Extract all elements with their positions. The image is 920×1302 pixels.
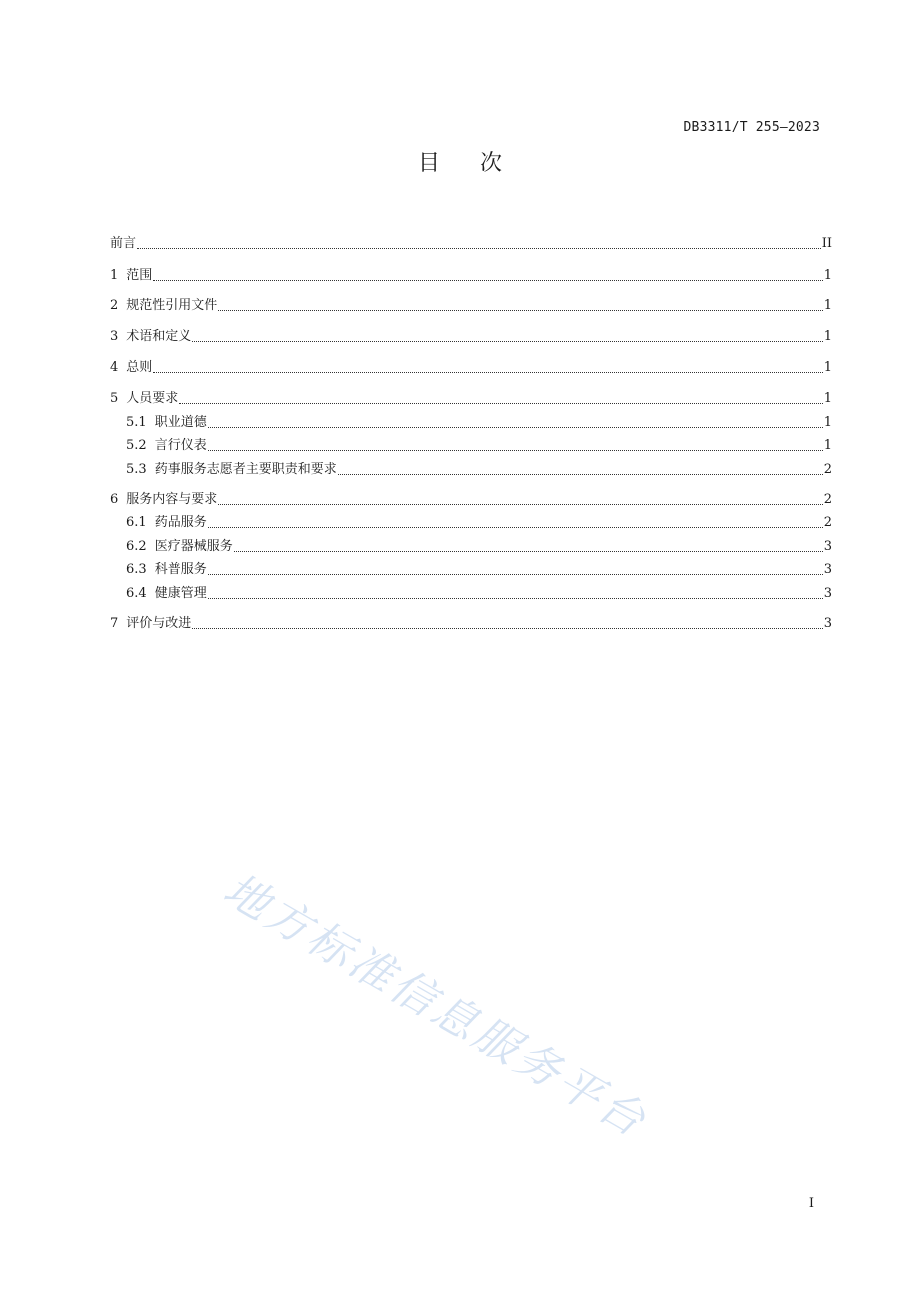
toc-number: 5 [110,391,119,406]
toc-entry-5-3[interactable] [110,461,832,479]
toc-entry-3[interactable] [110,328,832,346]
toc-page-number: 2 [823,492,832,507]
toc-entry-6-1[interactable] [110,514,832,532]
toc-entry-2[interactable] [110,297,832,315]
toc-page-number: II [821,236,832,251]
toc-leader [137,248,821,249]
toc-number: 6.2 [126,539,147,554]
toc-number: 2 [110,298,119,313]
toc-page-number: 2 [823,462,832,477]
toc-leader [208,427,823,428]
toc-number: 6.3 [126,562,147,577]
toc-leader [208,598,823,599]
toc-entry-foreword[interactable] [110,235,832,253]
watermark: 地方标准信息服务平台 [215,863,657,1148]
toc-leader [179,403,822,404]
toc-label: 术语和定义 [126,329,192,344]
toc-entry-6[interactable] [110,491,832,509]
toc-label: 前言 [110,236,137,251]
toc-number: 5.2 [126,438,147,453]
toc-entry-5-1[interactable] [110,414,832,432]
toc-label: 评价与改进 [126,616,192,631]
toc-page-number: 1 [823,329,832,344]
toc-number: 6.1 [126,515,147,530]
toc-page-number: 3 [823,539,832,554]
toc-leader [192,628,822,629]
toc-label: 人员要求 [126,391,179,406]
toc-number: 6.4 [126,586,147,601]
toc-page-number: 3 [823,616,832,631]
toc-leader [153,372,822,373]
toc-page-number: 1 [823,268,832,283]
toc-page-number: 2 [823,515,832,530]
toc-leader [218,504,822,505]
toc-leader [153,280,822,281]
toc-leader [338,474,823,475]
toc-leader [208,574,823,575]
toc-page-number: 1 [823,298,832,313]
toc-label: 职业道德 [154,415,207,430]
toc-page-number: 1 [823,360,832,375]
toc-entry-6-2[interactable] [110,538,832,556]
toc-entry-5-2[interactable] [110,437,832,455]
toc-number: 5.1 [126,415,147,430]
toc-label: 规范性引用文件 [126,298,218,313]
toc-number: 6 [110,492,119,507]
title-char-1: 目 [417,151,440,176]
toc-label: 服务内容与要求 [126,492,218,507]
page-title [0,146,920,177]
toc-number: 7 [110,616,119,631]
toc-number: 1 [110,268,119,283]
toc-leader [208,527,823,528]
toc-leader [192,341,822,342]
toc-page-number: 1 [823,415,832,430]
toc-leader [218,310,822,311]
page-number: I [808,1196,814,1211]
toc-entry-1[interactable] [110,267,832,285]
document-code: DB3311/T 255—2023 [683,120,820,135]
toc-label: 言行仪表 [154,438,207,453]
toc-label: 科普服务 [154,562,207,577]
toc-entry-7[interactable] [110,615,832,633]
toc-entry-6-3[interactable] [110,561,832,579]
toc-page-number: 3 [823,562,832,577]
toc-page-number: 1 [823,438,832,453]
toc-leader [208,450,823,451]
toc-page-number: 3 [823,586,832,601]
toc-label: 药品服务 [154,515,207,530]
title-char-2: 次 [480,151,503,176]
toc-entry-5[interactable] [110,390,832,408]
toc-label: 总则 [126,360,153,375]
toc-number: 5.3 [126,462,147,477]
toc-leader [234,551,823,552]
toc-page-number: 1 [823,391,832,406]
toc-entry-6-4[interactable] [110,585,832,603]
toc-number: 3 [110,329,119,344]
toc-label: 范围 [126,268,153,283]
toc-label: 健康管理 [154,586,207,601]
toc-label: 药事服务志愿者主要职责和要求 [154,462,337,477]
toc-number: 4 [110,360,119,375]
toc-entry-4[interactable] [110,359,832,377]
toc-label: 医疗器械服务 [154,539,233,554]
